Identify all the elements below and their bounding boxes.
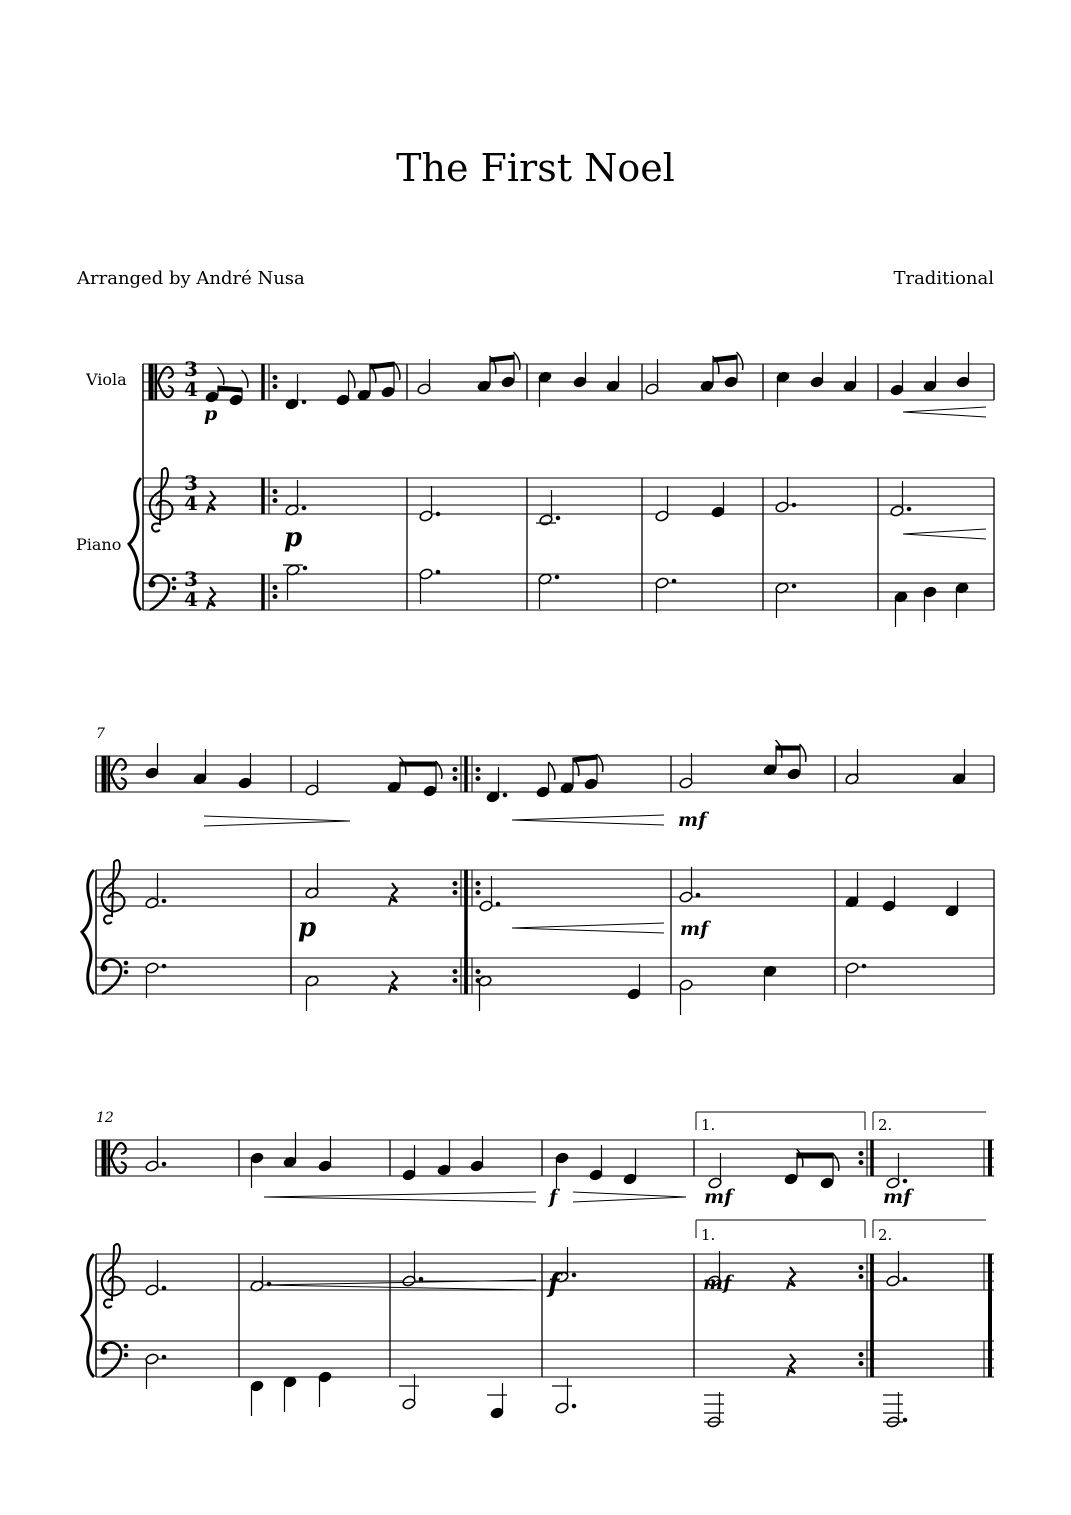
crescendo-hairpin bbox=[264, 1197, 536, 1202]
augmentation-dot bbox=[303, 566, 307, 570]
crescendo-hairpin bbox=[512, 923, 664, 928]
bass-clef-dot bbox=[149, 581, 155, 587]
quarter-rest bbox=[207, 491, 215, 513]
crescendo-hairpin bbox=[264, 1192, 536, 1197]
bass-clef-dot bbox=[124, 961, 128, 965]
alto-clef-thin-bar bbox=[108, 1140, 110, 1176]
measure-number-7: 7 bbox=[96, 726, 105, 742]
viola-time-bottom: 4 bbox=[184, 377, 198, 401]
notehead bbox=[724, 376, 738, 388]
repeat-dot bbox=[453, 768, 457, 772]
decrescendo-hairpin bbox=[204, 816, 350, 821]
crescendo-hairpin bbox=[512, 820, 664, 825]
augmentation-dot bbox=[162, 1286, 166, 1290]
repeat-dot bbox=[273, 490, 277, 494]
piano-brace bbox=[129, 478, 141, 610]
bass-clef-dot bbox=[101, 1348, 107, 1354]
repeat-dot bbox=[453, 777, 457, 781]
notehead bbox=[784, 1173, 798, 1185]
repeat-dot bbox=[273, 499, 277, 503]
augmentation-dot bbox=[503, 793, 507, 797]
composer-credit: Traditional bbox=[893, 268, 994, 289]
repeat-dot bbox=[859, 1266, 863, 1270]
volta-2-piano: 2. bbox=[878, 1226, 893, 1244]
piano-label: Piano bbox=[76, 535, 122, 554]
crescendo-hairpin bbox=[903, 534, 986, 539]
augmentation-dot bbox=[696, 893, 700, 897]
augmentation-dot bbox=[556, 516, 560, 520]
crescendo-hairpin bbox=[903, 412, 986, 417]
dynamic-f-viola-s3: f bbox=[549, 1186, 558, 1208]
crescendo-hairpin bbox=[512, 928, 664, 933]
repeat-dot bbox=[859, 1161, 863, 1165]
augmentation-dot bbox=[162, 964, 166, 968]
crescendo-hairpin bbox=[512, 815, 664, 820]
dynamic-mf-viola-volta2: mf bbox=[883, 1186, 912, 1208]
quarter-rest bbox=[389, 883, 397, 905]
bass-clef-dot bbox=[124, 1353, 128, 1357]
augmentation-dot bbox=[436, 512, 440, 516]
augmentation-dot bbox=[572, 1273, 576, 1277]
alto-clef-thin-bar bbox=[155, 364, 157, 400]
decrescendo-hairpin bbox=[573, 1192, 686, 1197]
augmentation-dot bbox=[672, 579, 676, 583]
viola-label: Viola bbox=[86, 370, 127, 389]
notehead bbox=[423, 785, 437, 797]
augmentation-dot bbox=[162, 1162, 166, 1166]
note-beam bbox=[797, 1153, 833, 1157]
dynamic-mf-viola-volta1: mf bbox=[704, 1186, 733, 1208]
alto-clef-bar bbox=[102, 756, 106, 792]
augmentation-dot bbox=[903, 1418, 907, 1422]
volta-2-viola: 2. bbox=[878, 1116, 893, 1134]
volta-1-piano: 1. bbox=[701, 1226, 716, 1244]
augmentation-dot bbox=[436, 570, 440, 574]
bass-clef-dot bbox=[124, 970, 128, 974]
notehead bbox=[584, 778, 598, 790]
dynamic-mf-piano-volta1: mf bbox=[703, 1272, 732, 1294]
augmentation-dot bbox=[162, 899, 166, 903]
alto-clef-bar bbox=[102, 1140, 106, 1176]
dynamic-p-viola: p bbox=[204, 403, 218, 425]
repeat-dot bbox=[859, 1353, 863, 1357]
note-beam bbox=[370, 362, 394, 369]
dynamic-mf-piano-s2: mf bbox=[680, 918, 709, 940]
augmentation-dot bbox=[302, 400, 306, 404]
notehead bbox=[787, 768, 801, 780]
quarter-rest bbox=[787, 1267, 795, 1289]
notehead bbox=[820, 1177, 834, 1189]
augmentation-dot bbox=[903, 1277, 907, 1281]
repeat-dot bbox=[453, 891, 457, 895]
alto-clef-thin-bar bbox=[108, 756, 110, 792]
piano-lh-time-bottom: 4 bbox=[184, 587, 198, 611]
piano-rh-time-top: 3 bbox=[184, 471, 198, 495]
augmentation-dot bbox=[907, 507, 911, 511]
notehead bbox=[381, 386, 395, 398]
dynamic-mf-viola-s2: mf bbox=[678, 809, 707, 831]
notehead bbox=[501, 376, 515, 388]
repeat-dot bbox=[453, 979, 457, 983]
decrescendo-hairpin bbox=[573, 1197, 686, 1202]
repeat-dot bbox=[453, 970, 457, 974]
dynamic-p-piano-s2: p bbox=[298, 913, 317, 943]
repeat-dot bbox=[859, 1152, 863, 1156]
augmentation-dot bbox=[862, 964, 866, 968]
augmentation-dot bbox=[555, 575, 559, 579]
bass-clef-dot bbox=[124, 1344, 128, 1348]
repeat-dot bbox=[273, 376, 277, 380]
bass-clef-dot bbox=[172, 586, 176, 590]
crescendo-hairpin bbox=[903, 529, 986, 534]
note-beam bbox=[776, 746, 800, 750]
viola-time-top: 3 bbox=[184, 357, 198, 381]
augmentation-dot bbox=[419, 1277, 423, 1281]
augmentation-dot bbox=[792, 584, 796, 588]
augmentation-dot bbox=[903, 1179, 907, 1183]
repeat-dot bbox=[476, 777, 480, 781]
volta-1-viola: 1. bbox=[701, 1116, 716, 1134]
bass-clef-dot bbox=[172, 577, 176, 581]
note-beam bbox=[713, 355, 737, 362]
note-beam bbox=[490, 355, 514, 362]
note-beam bbox=[400, 762, 436, 766]
repeat-dot bbox=[476, 970, 480, 974]
quarter-rest bbox=[787, 1354, 795, 1376]
notehead bbox=[205, 391, 219, 403]
piano-rh-time-bottom: 4 bbox=[184, 491, 198, 515]
score-title: The First Noel bbox=[396, 146, 675, 190]
repeat-dot bbox=[273, 595, 277, 599]
quarter-rest bbox=[389, 971, 397, 993]
augmentation-dot bbox=[792, 503, 796, 507]
repeat-dot bbox=[476, 891, 480, 895]
repeat-dot bbox=[476, 882, 480, 886]
quarter-rest bbox=[207, 587, 215, 609]
repeat-dot bbox=[859, 1362, 863, 1366]
arranger-credit: Arranged by André Nusa bbox=[77, 268, 305, 289]
alto-clef-bar bbox=[149, 364, 153, 400]
augmentation-dot bbox=[162, 1355, 166, 1359]
dynamic-p-piano: p bbox=[284, 523, 303, 553]
crescendo-hairpin bbox=[903, 407, 986, 412]
augmentation-dot bbox=[302, 506, 306, 510]
repeat-dot bbox=[453, 882, 457, 886]
repeat-dot bbox=[273, 586, 277, 590]
piano-brace bbox=[82, 870, 94, 994]
piano-lh-time-top: 3 bbox=[184, 567, 198, 591]
piano-brace bbox=[82, 1254, 94, 1377]
repeat-dot bbox=[859, 1275, 863, 1279]
decrescendo-hairpin bbox=[204, 821, 350, 826]
repeat-dot bbox=[273, 385, 277, 389]
dynamic-f-piano-s3: f bbox=[548, 1269, 560, 1299]
bass-clef-dot bbox=[101, 965, 107, 971]
notehead bbox=[229, 394, 243, 406]
crescendo-hairpin bbox=[264, 1285, 536, 1290]
repeat-dot bbox=[476, 768, 480, 772]
measure-number-12: 12 bbox=[96, 1110, 114, 1126]
augmentation-dot bbox=[496, 902, 500, 906]
augmentation-dot bbox=[572, 1404, 576, 1408]
